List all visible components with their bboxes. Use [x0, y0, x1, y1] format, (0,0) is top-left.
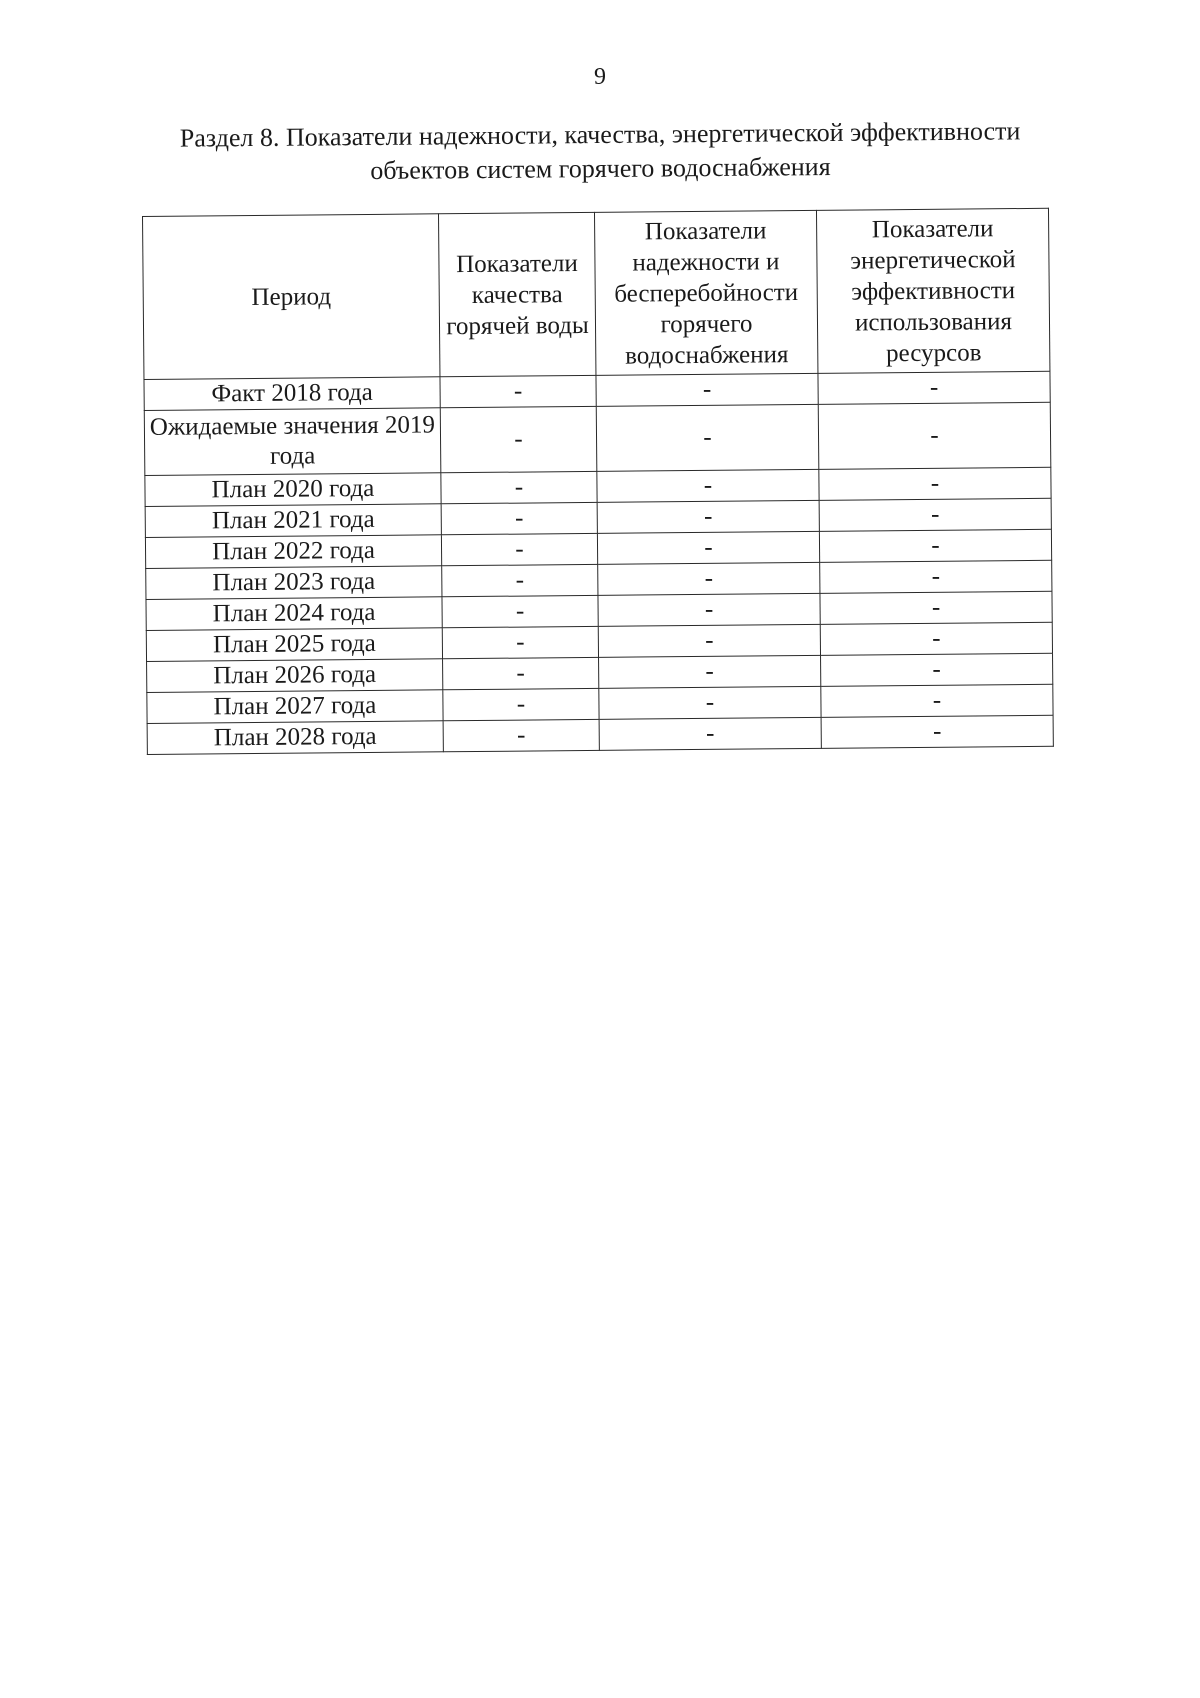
cell-period: Факт 2018 года [144, 377, 440, 411]
cell-efficiency: - [821, 715, 1053, 748]
cell-quality: - [442, 595, 598, 627]
cell-period: План 2024 года [146, 597, 442, 631]
header-reliability: Показатели надежности и бесперебойности горячего водоснабжения [594, 210, 817, 375]
cell-efficiency: - [820, 560, 1052, 593]
cell-quality: - [443, 657, 599, 689]
cell-period: План 2028 года [147, 721, 443, 755]
cell-period: Ожидаемые значения 2019 года [144, 408, 441, 476]
cell-reliability: - [599, 686, 821, 719]
cell-reliability: - [597, 500, 819, 533]
cell-reliability: - [599, 655, 821, 688]
indicators-table [142, 208, 1054, 755]
cell-reliability: - [596, 404, 819, 471]
section-title: Раздел 8. Показатели надежности, качества, энергетической эффективности объектов систем горячего водоснабжения [179, 116, 1021, 185]
cell-efficiency: - [821, 653, 1053, 686]
cell-reliability: - [598, 624, 820, 657]
cell-quality: - [443, 688, 599, 720]
cell-quality: - [443, 719, 599, 751]
cell-reliability: - [597, 531, 819, 564]
cell-efficiency: - [819, 467, 1051, 500]
cell-period: План 2023 года [146, 566, 442, 600]
cell-quality: - [441, 533, 597, 565]
cell-quality: - [441, 502, 597, 534]
cell-reliability: - [598, 593, 820, 626]
cell-period: План 2027 года [147, 690, 443, 724]
cell-efficiency: - [819, 498, 1051, 531]
cell-quality: - [440, 406, 597, 472]
table-header-row [143, 208, 1050, 379]
cell-period: План 2021 года [145, 504, 441, 538]
indicators-table-wrapper [142, 208, 1053, 755]
header-efficiency: Показатели энергетической эффективности использования ресурсов [816, 208, 1049, 373]
cell-efficiency: - [819, 529, 1051, 562]
header-period: Период [143, 214, 440, 380]
header-quality: Показатели качества горячей воды [438, 212, 595, 376]
cell-reliability: - [597, 469, 819, 502]
cell-period: План 2020 года [145, 473, 441, 507]
cell-efficiency: - [818, 371, 1050, 404]
cell-efficiency: - [820, 591, 1052, 624]
cell-period: План 2025 года [146, 628, 442, 662]
cell-reliability: - [596, 373, 818, 406]
cell-efficiency: - [818, 402, 1051, 469]
cell-efficiency: - [821, 684, 1053, 717]
cell-quality: - [440, 375, 596, 407]
cell-quality: - [441, 471, 597, 503]
cell-period: План 2026 года [147, 659, 443, 693]
cell-period: План 2022 года [145, 535, 441, 569]
table-row [144, 402, 1051, 475]
cell-reliability: - [599, 717, 821, 750]
cell-quality: - [442, 626, 598, 658]
cell-efficiency: - [820, 622, 1052, 655]
cell-quality: - [442, 564, 598, 596]
cell-reliability: - [598, 562, 820, 595]
page-number: 9 [594, 64, 606, 90]
